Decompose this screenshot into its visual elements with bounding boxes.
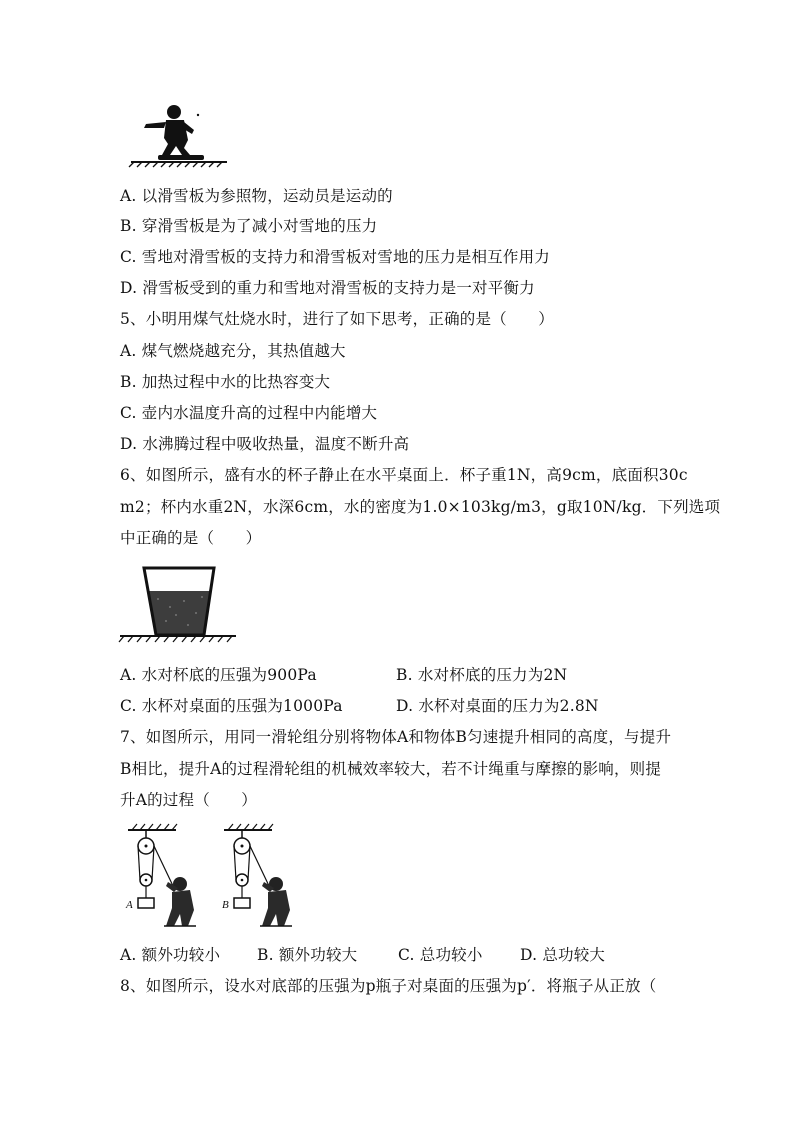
q8-stem: 8、如图所示，设水对底部的压强为p瓶子对桌面的压强为p′．将瓶子从正放（: [120, 977, 657, 995]
q5-option-a: A. 煤气燃烧越充分，其热值越大: [120, 342, 346, 360]
q5-stem: 5、小明用煤气灶烧水时，进行了如下思考，正确的是（ ）: [120, 310, 554, 328]
q4-option-a: A. 以滑雪板为参照物，运动员是运动的: [120, 187, 393, 205]
label-b: B: [222, 899, 229, 911]
q5-option-c: C. 壶内水温度升高的过程中内能增大: [120, 404, 378, 422]
q7-stem-line-2: B相比，提升A的过程滑轮组的机械效率较大，若不计绳重与摩擦的影响，则提: [120, 760, 662, 778]
q7-option-b: B. 额外功较大: [257, 946, 358, 964]
q7-option-a: A. 额外功较小: [120, 946, 221, 964]
q6-option-a: A. 水对杯底的压强为900Pa: [120, 666, 317, 684]
q6-option-c: C. 水杯对桌面的压强为1000Pa: [120, 697, 343, 715]
q7-option-c: C. 总功较小: [398, 946, 483, 964]
q6-option-b: B. 水对杯底的压力为2N: [396, 666, 568, 684]
q6-stem-line-3: 中正确的是（ ）: [120, 529, 262, 547]
q4-option-c: C. 雪地对滑雪板的支持力和滑雪板对雪地的压力是相互作用力: [120, 248, 550, 266]
water-cup-figure: [118, 563, 240, 645]
q4-option-b: B. 穿滑雪板是为了减小对雪地的压力: [120, 217, 378, 235]
pulley-system-b: [222, 824, 292, 926]
q5-option-b: B. 加热过程中水的比热容变大: [120, 373, 331, 391]
snowboarder-figure: [128, 100, 230, 168]
q6-stem-line-1: 6、如图所示，盛有水的杯子静止在水平桌面上．杯子重1N，高9cm，底面积30c: [120, 466, 688, 484]
q7-option-d: D. 总功较大: [520, 946, 606, 964]
pulley-system-a: [125, 824, 196, 926]
q4-option-d: D. 滑雪板受到的重力和雪地对滑雪板的支持力是一对平衡力: [120, 279, 535, 297]
q7-stem-line-1: 7、如图所示，用同一滑轮组分别将物体A和物体B匀速提升相同的高度，与提升: [120, 728, 672, 746]
pulley-figure: [118, 822, 318, 932]
q5-option-d: D. 水沸腾过程中吸收热量，温度不断升高: [120, 435, 410, 453]
q6-stem-line-2: m2；杯内水重2N，水深6cm，水的密度为1.0×103kg/m3，g取10N/kg．下列选项: [120, 498, 721, 516]
q7-stem-line-3: 升A的过程（ ）: [120, 791, 257, 809]
label-a: A: [126, 899, 133, 911]
q6-option-d: D. 水杯对桌面的压力为2.8N: [396, 697, 599, 715]
